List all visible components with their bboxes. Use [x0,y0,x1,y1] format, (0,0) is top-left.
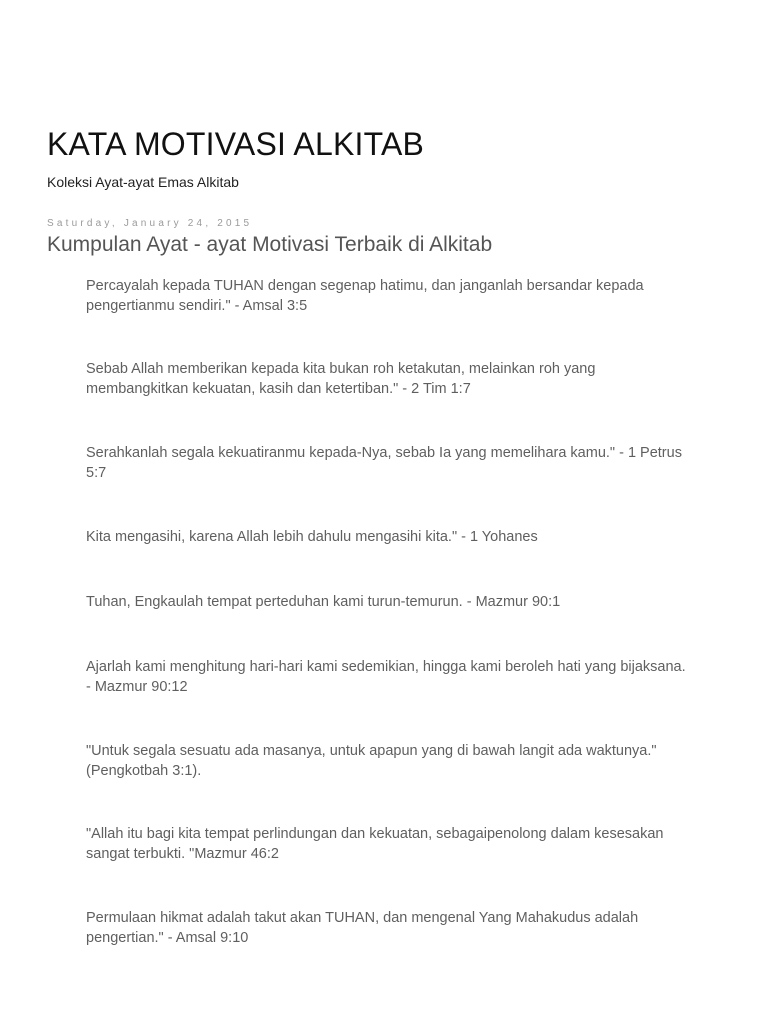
verse-mazmur-46-2: "Allah itu bagi kita tempat perlindungan dan kekuatan, sebagaipenolong dalam kesesakan sangat terbukti. "Mazmur 46:2 [86,826,664,862]
blog-title[interactable]: KATA MOTIVASI ALKITAB [47,126,425,162]
verse-pengkotbah-3-1: "Untuk segala sesuatu ada masanya, untuk apapun yang di bawah langit ada waktunya."(Pengkotbah 3:1). [86,743,657,779]
verse-amsal-3-5: Percayalah kepada TUHAN dengan segenap hatimu, dan janganlah bersandar kepada pengertianmu sendiri." - Amsal 3:5 [86,278,644,314]
verse-amsal-9-10: Permulaan hikmat adalah takut akan TUHAN, dan mengenal Yang Mahakudus adalah pengertian." - Amsal 9:10 [86,910,639,946]
verse-2-tim-1-7: Sebab Allah memberikan kepada kita bukan roh ketakutan, melainkan roh yang membangkitkan kekuatan, kasih dan ketertiban." - 2 Tim 1:7 [86,361,596,397]
post-title[interactable]: Kumpulan Ayat - ayat Motivasi Terbaik di Alkitab [47,233,493,256]
verse-mazmur-90-1: Tuhan, Engkaulah tempat perteduhan kami turun-temurun. - Mazmur 90:1 [86,594,561,610]
blog-description: Koleksi Ayat-ayat Emas Alkitab [47,174,239,190]
verse-mazmur-90-12: Ajarlah kami menghitung hari-hari kami sedemikian, hingga kami beroleh hati yang bijaksana. - Mazmur 90:12 [86,659,686,695]
post-date: Saturday, January 24, 2015 [47,218,253,229]
verse-1-petrus-5-7: Serahkanlah segala kekuatiranmu kepada-Nya, sebab Ia yang memelihara kamu." - 1 Petrus 5:7 [86,445,682,481]
verse-1-yohanes: Kita mengasihi, karena Allah lebih dahulu mengasihi kita." - 1 Yohanes [86,529,538,545]
